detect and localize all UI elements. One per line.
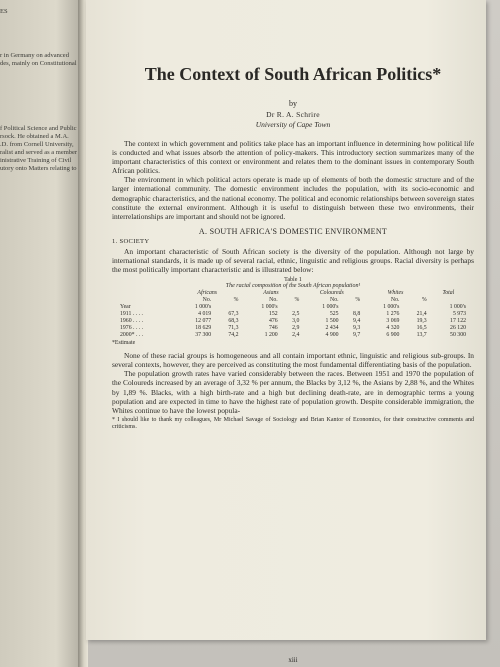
- table-subtitle: The racial composition of the South African population¹: [225, 283, 361, 290]
- left-page-fragment: utory onto Matters relating to: [0, 165, 77, 172]
- table-row-year: 1911 . . . .: [120, 311, 143, 318]
- left-page-fragment: des, mainly on Constitutional: [0, 60, 77, 67]
- table-cell: 5 973: [452, 311, 466, 318]
- table-row: [118, 311, 468, 318]
- table-cell: 68,3: [228, 318, 239, 325]
- table-cell: 17 122: [450, 318, 466, 325]
- table-group-header: Whites: [387, 290, 404, 297]
- table-row: [118, 318, 468, 325]
- table-cell: 37 300: [195, 332, 212, 339]
- society-paragraph: An important characteristic of South African society is the diversity of the population. Although not large by international standards, it is made up of several racial, ethnic, linguistic and religious groups. Racial diversity is perhaps the most politically important characteristic and is illustrated below:: [112, 246, 474, 275]
- table-unit: No.: [330, 297, 339, 304]
- table-cell: 476: [268, 318, 278, 325]
- left-page-fragment: f Political Science and Public: [0, 125, 77, 132]
- table-cell: 2,4: [292, 332, 300, 339]
- table-row-year: 1976 . . . .: [120, 325, 144, 332]
- table-cell: 12 077: [195, 318, 212, 325]
- table-row: [118, 325, 468, 332]
- table-cell: 746: [268, 325, 278, 332]
- byline: by: [289, 99, 297, 108]
- table-cell: 9,7: [352, 332, 361, 339]
- table-cell: 2,5: [292, 311, 300, 318]
- left-page-fragment: r in Germany on advanced: [0, 52, 69, 59]
- table-unit: %: [294, 297, 300, 304]
- table-cell: 19,3: [416, 318, 427, 325]
- table-cell: 13,7: [416, 332, 427, 339]
- table-cell: 4 019: [198, 311, 212, 318]
- table-cell: 152: [268, 311, 278, 318]
- subsection-heading: 1. SOCIETY: [112, 237, 150, 245]
- table-cell: 8,8: [352, 311, 361, 318]
- table-cell: 9,3: [352, 325, 361, 332]
- table-cell: 1 276: [386, 311, 400, 318]
- table-group-header: Coloureds: [319, 290, 344, 297]
- table-unit: %: [233, 297, 239, 304]
- table-unit-row: [118, 297, 468, 304]
- table-cell: 18 629: [195, 325, 212, 332]
- table-note: *Estimate: [112, 340, 136, 347]
- table-unit: No.: [202, 297, 212, 304]
- table-cell: 1 500: [325, 318, 339, 325]
- table-cell: 16,5: [416, 325, 427, 332]
- table-cell: 1 200: [264, 332, 278, 339]
- right-page: [86, 0, 486, 664]
- table-group-header: Total: [442, 290, 455, 297]
- table-cell: 4 320: [386, 325, 400, 332]
- table-unit: 1 000's: [383, 304, 400, 311]
- table-cell: 26 120: [450, 325, 466, 332]
- table-cell: 21,4: [416, 311, 427, 318]
- table-cell: 9,4: [352, 318, 361, 325]
- left-page-fragment: ES: [0, 8, 8, 15]
- table-thousands-row: [118, 304, 468, 311]
- table-year-label: Year: [120, 304, 131, 311]
- table-row-year: 1960 . . . .: [120, 318, 144, 325]
- table-unit: No.: [269, 297, 278, 304]
- table-unit: %: [421, 297, 427, 304]
- society-paragraph: None of these racial groups is homogeneous and all contain important ethnic, linguistic and religious sub-groups. In several contexts, however, they are perceived as constituting the most fundamental differentiating basis of the population.: [112, 351, 474, 370]
- table-cell: 2 434: [325, 325, 339, 332]
- footnote: * I should like to thank my colleagues, Mr Michael Savage of Sociology and Brian Kantor of Economics, for their constructive comments and criticisms.: [112, 416, 474, 430]
- table-group-header: Asians: [263, 290, 279, 297]
- table-caption: Table 1: [284, 277, 302, 284]
- article: [112, 64, 474, 664]
- society-paragraph: The population growth rates have varied considerably between the races. Between 1951 and 1970 the population of the Coloureds increased by an average of 3,32 % per annum, the Blacks by 3,12 %, the Asians by 2,88 %, and the Whites by 1,89 %. Blacks, with a high birth-rate and a high but declining death-rate, are in demographic terms a young population and are expected in time to have the highest rate of population growth. Despite considerable immigration, the Whites continue to have the lowest popula-: [112, 369, 474, 415]
- population-table: [118, 290, 468, 339]
- table-cell: 525: [329, 311, 339, 318]
- table-cell: 71,3: [228, 325, 239, 332]
- table-unit: 1 000's: [449, 304, 466, 311]
- author-name: Dr R. A. Schrire: [266, 110, 320, 119]
- table-group-row: [118, 290, 468, 297]
- left-page-fragment: ralist and served as a member: [0, 149, 78, 156]
- page-number: xiii: [288, 656, 298, 664]
- table-cell: 67,3: [228, 311, 239, 318]
- left-page-fragment: .D. from Cornell University,: [0, 141, 74, 148]
- table-row-year: 2000* . . .: [120, 332, 144, 339]
- intro-paragraph: The environment in which political actors operate is made up of elements of both the domestic structure and of the larger international community. The domestic environment includes the population, with its socio-economic and demographic characteristics, and the national economy. The political and economic relationships between sovereign states constitute the external environment. Although it is useful to distinguish between these two environments, their interrelationships are important and should not be ignored.: [112, 175, 474, 221]
- table-cell: 74,2: [228, 332, 239, 339]
- left-page-fragment: rsock. He obtained a M.A.: [0, 133, 69, 140]
- left-page-fragment: inistrative Training of Civil: [0, 157, 72, 164]
- table-cell: 2,9: [292, 325, 300, 332]
- table-body: [118, 311, 468, 339]
- left-page: [0, 0, 80, 667]
- intro-paragraph: The context in which government and politics take place has an important influence in determining how political life is conducted and what issues absorb the attention of policy-makers. This introductory section summarizes many of the important characteristics of this context or environment and relates them to the dominant issues in contemporary South African politics.: [112, 139, 474, 176]
- table-unit: %: [355, 297, 361, 304]
- table-unit: 1 000's: [322, 304, 339, 311]
- section-heading: A. SOUTH AFRICA'S DOMESTIC ENVIRONMENT: [198, 226, 388, 236]
- table-unit: 1 000's: [261, 304, 278, 311]
- table-cell: 4 900: [325, 332, 339, 339]
- table-cell: 6 900: [386, 332, 400, 339]
- table-unit: No.: [390, 297, 400, 304]
- table-unit: 1 000's: [194, 304, 212, 311]
- table-cell: 3,0: [292, 318, 300, 325]
- article-title: The Context of South African Politics*: [144, 64, 442, 84]
- table-row: [118, 332, 468, 339]
- author-affiliation: University of Cape Town: [255, 120, 331, 129]
- table-cell: 50 300: [450, 332, 466, 339]
- table-group-header: Africans: [197, 290, 218, 297]
- table-cell: 3 069: [386, 318, 400, 325]
